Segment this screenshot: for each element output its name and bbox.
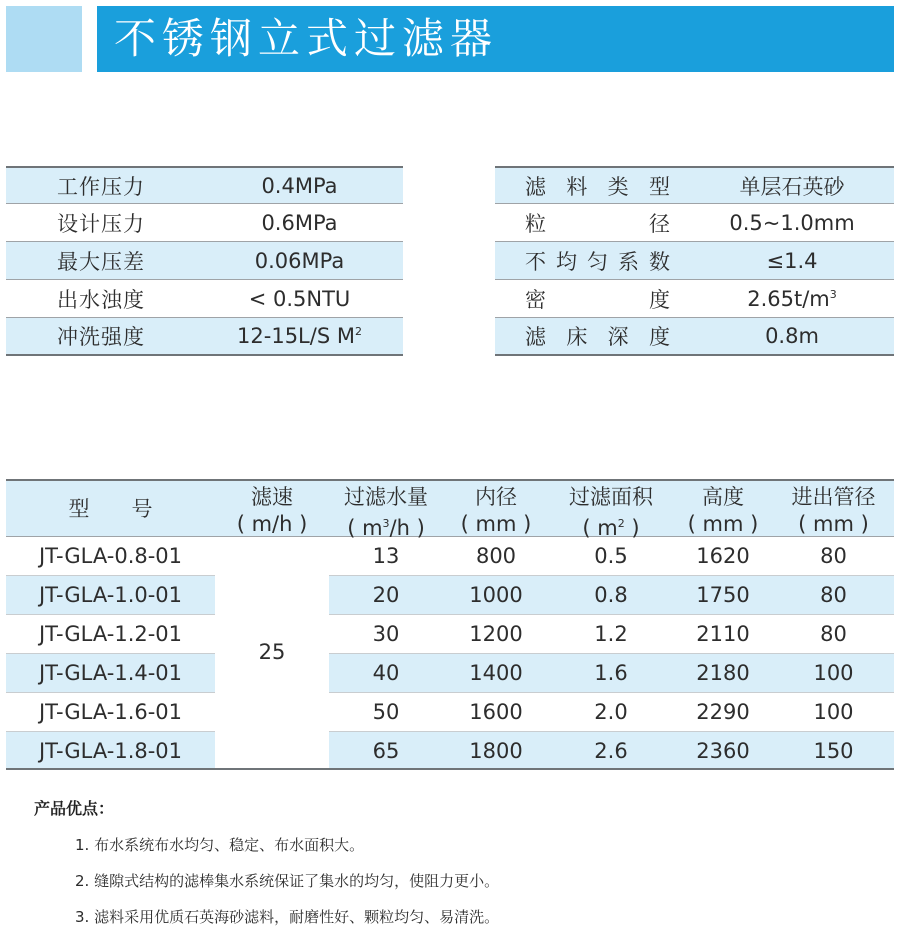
cell-pipe: 80 [820,583,847,607]
spec-value: 0.5~1.0mm [729,210,855,235]
spec-row [495,204,894,242]
spec-value: 0.6MPa [261,210,338,235]
cell-pipe: 80 [820,544,847,568]
header-height-label: 高度 [702,485,744,509]
cell-model: JT-GLA-1.4-01 [38,661,183,685]
spec-value: 单层石英砂 [739,174,845,199]
spec-value [670,287,894,311]
model-table [6,479,894,770]
superscript: 2 [354,325,362,338]
superscript: 3 [382,517,390,530]
cell-height: 2110 [696,622,750,646]
spec-label: 出水浊度 [57,287,145,312]
model-table-body [6,537,894,770]
cell-model: JT-GLA-1.2-01 [38,622,183,646]
header-speed-unit: ( m/h ) [236,512,308,536]
cell-area: 0.8 [594,583,628,607]
spec-value-text: 12-15L/S M [237,324,355,348]
header-area [549,481,673,540]
unit-text: ( m [582,516,618,540]
header-pipe-unit: ( mm ) [798,512,869,536]
header-height [673,481,773,537]
spec-label: 粒径 [525,211,670,236]
spec-label: 设计压力 [57,211,145,236]
spec-row [6,166,403,204]
cell-height: 1620 [696,544,750,568]
cell-area: 1.6 [594,661,628,685]
spec-row [495,242,894,280]
header-speed [215,481,329,537]
header-accent-square [6,6,82,72]
table-row [6,615,894,654]
spec-row [495,318,894,356]
header-diameter-unit: ( mm ) [460,512,532,536]
spec-value: 0.4MPa [261,173,338,198]
spec-label: 滤料类型 [525,174,670,199]
spec-row [495,280,894,318]
list-item: 3. 滤料采用优质石英海砂滤料，耐磨性好、颗粒均匀、易清洗。 [75,908,500,926]
cell-model: JT-GLA-1.8-01 [38,739,183,763]
cell-pipe: 80 [820,622,847,646]
header-flow-label: 过滤水量 [344,485,428,509]
cell-pipe: 100 [813,700,854,724]
cell-speed-merged: 25 [215,537,329,768]
header-flow [329,481,443,540]
cell-diameter: 1400 [469,661,523,685]
unit-text: ( m [347,516,383,540]
spec-value: < 0.5NTU [248,286,351,311]
spec-table-left [6,166,403,356]
cell-pipe: 100 [813,661,854,685]
spec-row [495,166,894,204]
unit-text: /h ) [389,516,425,540]
cell-height: 2360 [696,739,750,763]
cell-diameter: 1800 [469,739,523,763]
table-row [6,693,894,732]
spec-value: ≤1.4 [766,248,818,273]
superscript: 3 [829,287,837,301]
header-area-label: 过滤面积 [569,485,653,509]
spec-row [6,242,403,280]
cell-diameter: 1000 [469,583,523,607]
header-diameter [443,481,549,537]
header-height-unit: ( mm ) [687,512,759,536]
cell-height: 2290 [696,700,750,724]
spec-row [6,280,403,318]
spec-label: 冲洗强度 [57,325,145,349]
spec-value-text: 2.65t/m [747,286,830,311]
superscript: 2 [617,517,625,530]
cell-model: JT-GLA-1.6-01 [38,700,183,724]
cell-flow: 65 [372,739,400,763]
header-pipe [773,481,894,537]
cell-diameter: 800 [475,544,517,568]
header-diameter-label: 内径 [475,485,517,509]
cell-flow: 30 [372,622,400,646]
cell-height: 1750 [696,583,750,607]
cell-diameter: 1600 [469,700,523,724]
cell-flow: 20 [372,583,400,607]
spec-row [6,318,403,356]
spec-row [6,204,403,242]
spec-label: 滤床深度 [525,325,670,349]
cell-flow: 50 [372,700,400,724]
spec-label: 工作压力 [57,174,145,199]
cell-model: JT-GLA-0.8-01 [38,544,183,568]
cell-flow: 40 [372,661,400,685]
spec-label: 密度 [525,287,670,312]
table-row [6,654,894,693]
table-row [6,732,894,768]
cell-height: 2180 [696,661,750,685]
table-row [6,576,894,615]
table-row [6,537,894,576]
spec-label: 不均匀系数 [525,249,670,274]
cell-pipe: 150 [813,739,854,763]
spec-value: 0.8m [765,324,819,348]
cell-flow: 13 [372,544,400,568]
cell-model: JT-GLA-1.0-01 [38,583,183,607]
spec-value [196,324,403,348]
cell-area: 2.0 [594,700,628,724]
cell-diameter: 1200 [469,622,523,646]
header-speed-label: 滤速 [251,485,293,509]
advantages-list [75,832,499,940]
header-pipe-label: 进出管径 [791,485,876,509]
list-item: 1. 布水系统布水均匀、稳定、布水面积大。 [75,836,365,854]
spec-value: 0.06MPa [254,248,345,273]
cell-area: 1.2 [594,622,628,646]
unit-text: ) [624,516,640,540]
cell-area: 0.5 [594,544,628,568]
header-model: 型 号 [68,497,153,521]
spec-label: 最大压差 [57,249,145,274]
cell-area: 2.6 [594,739,628,763]
spec-table-right [495,166,894,356]
list-item: 2. 缝隙式结构的滤棒集水系统保证了集水的均匀，使阻力更小。 [75,872,500,890]
model-table-header [6,479,894,540]
page-title: 不锈钢立式过滤器 [114,14,499,63]
advantages-title: 产品优点： [34,799,115,818]
